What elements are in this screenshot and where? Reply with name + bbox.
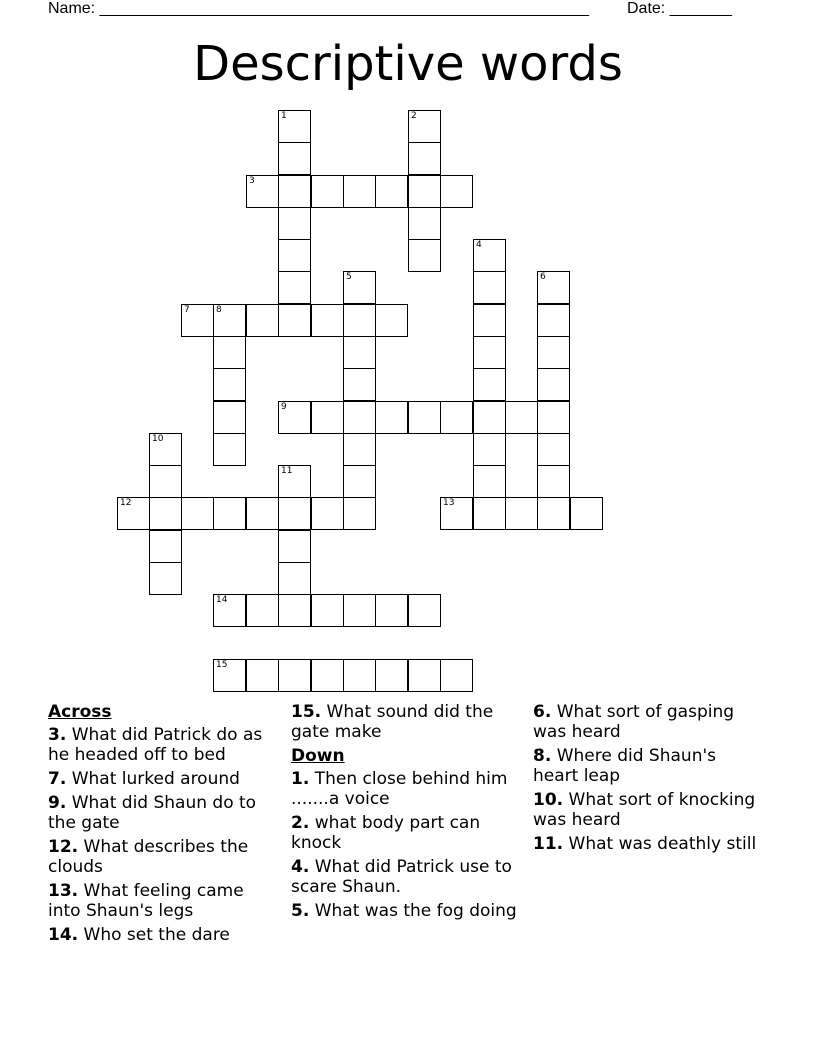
clue-number: 14 [216, 595, 228, 605]
crossword-cell[interactable] [473, 271, 506, 304]
clue-number: 1 [281, 111, 287, 121]
crossword-cell[interactable] [278, 562, 311, 595]
crossword-cell[interactable] [213, 304, 246, 337]
crossword-cell[interactable] [278, 659, 311, 692]
crossword-cell[interactable] [473, 465, 506, 498]
crossword-cell[interactable] [343, 336, 376, 369]
crossword-cell[interactable] [440, 175, 473, 208]
clue-down-10: 10. What sort of knocking was heard [533, 790, 756, 830]
clue-number: 6 [540, 272, 546, 282]
crossword-cell[interactable] [181, 497, 214, 530]
clue-across-14: 14. Who set the dare [48, 925, 230, 945]
crossword-cell[interactable] [537, 401, 570, 434]
clue-across-3: 3. What did Patrick do as he headed off to bed [48, 725, 263, 765]
crossword-cell[interactable] [213, 594, 246, 627]
crossword-cell[interactable] [213, 433, 246, 466]
crossword-cell[interactable] [278, 207, 311, 240]
clue-number: 7 [184, 305, 190, 315]
crossword-cell[interactable] [473, 433, 506, 466]
crossword-cell[interactable] [343, 433, 376, 466]
crossword-cell[interactable] [311, 497, 344, 530]
crossword-cell[interactable] [117, 497, 150, 530]
crossword-cell[interactable] [537, 497, 570, 530]
crossword-cell[interactable] [343, 304, 376, 337]
crossword-cell[interactable] [213, 497, 246, 530]
clue-number: 10 [152, 434, 164, 444]
crossword-cell[interactable] [375, 659, 408, 692]
crossword-cell[interactable] [278, 594, 311, 627]
crossword-cell[interactable] [213, 336, 246, 369]
crossword-cell[interactable] [408, 659, 441, 692]
crossword-cell[interactable] [278, 401, 311, 434]
clue-number: 2 [411, 111, 417, 121]
crossword-cell[interactable] [246, 497, 279, 530]
crossword-cell[interactable] [343, 401, 376, 434]
clue-number: 9 [281, 402, 287, 412]
crossword-cell[interactable] [149, 433, 182, 466]
crossword-cell[interactable] [149, 497, 182, 530]
crossword-cell[interactable] [408, 239, 441, 272]
clue-number: 5 [346, 272, 352, 282]
crossword-cell[interactable] [440, 659, 473, 692]
clue-across-9: 9. What did Shaun do to the gate [48, 793, 257, 833]
clue-across-15: 15. What sound did the gate make [291, 702, 494, 742]
clue-down-5: 5. What was the fog doing [291, 901, 517, 921]
crossword-cell[interactable] [440, 497, 473, 530]
crossword-cell[interactable] [408, 142, 441, 175]
crossword-cell[interactable] [375, 401, 408, 434]
crossword-cell[interactable] [278, 304, 311, 337]
crossword-cell[interactable] [537, 271, 570, 304]
crossword-cell[interactable] [213, 659, 246, 692]
crossword-cell[interactable] [181, 304, 214, 337]
clue-number: 8 [216, 305, 222, 315]
crossword-cell[interactable] [311, 659, 344, 692]
down-heading: Down [291, 746, 345, 766]
crossword-cell[interactable] [473, 401, 506, 434]
crossword-cell[interactable] [278, 497, 311, 530]
crossword-cell[interactable] [473, 239, 506, 272]
crossword-cell[interactable] [375, 175, 408, 208]
clue-across-13: 13. What feeling came into Shaun's legs [48, 881, 244, 921]
crossword-cell[interactable] [343, 271, 376, 304]
crossword-cell[interactable] [246, 659, 279, 692]
crossword-cell[interactable] [311, 594, 344, 627]
crossword-cell[interactable] [408, 594, 441, 627]
crossword-cell[interactable] [537, 433, 570, 466]
crossword-cell[interactable] [343, 659, 376, 692]
crossword-cell[interactable] [440, 401, 473, 434]
crossword-cell[interactable] [149, 465, 182, 498]
clue-across-12: 12. What describes the clouds [48, 837, 249, 877]
crossword-cell[interactable] [246, 304, 279, 337]
crossword-cell[interactable] [343, 497, 376, 530]
crossword-cell[interactable] [149, 530, 182, 563]
crossword-cell[interactable] [278, 271, 311, 304]
crossword-cell[interactable] [343, 175, 376, 208]
crossword-cell[interactable] [343, 465, 376, 498]
clue-number: 3 [249, 176, 255, 186]
clues-column-1 [48, 702, 278, 949]
crossword-cell[interactable] [408, 110, 441, 143]
crossword-cell[interactable] [375, 304, 408, 337]
crossword-cell[interactable] [246, 175, 279, 208]
date-field[interactable]: Date: _______ [627, 0, 732, 17]
clue-number: 4 [476, 240, 482, 250]
clue-down-8: 8. Where did Shaun's heart leap [533, 746, 716, 786]
crossword-cell[interactable] [408, 207, 441, 240]
crossword-cell[interactable] [278, 530, 311, 563]
clue-across-7: 7. What lurked around [48, 769, 240, 789]
crossword-cell[interactable] [311, 175, 344, 208]
crossword-cell[interactable] [278, 465, 311, 498]
clue-number: 15 [216, 660, 228, 670]
crossword-cell[interactable] [537, 465, 570, 498]
clue-number: 12 [120, 498, 132, 508]
page-title: Descriptive words [193, 36, 623, 92]
crossword-cell[interactable] [149, 562, 182, 595]
crossword-cell[interactable] [570, 497, 603, 530]
crossword-cell[interactable] [213, 368, 246, 401]
clue-down-6: 6. What sort of gasping was heard [533, 702, 735, 742]
crossword-cell[interactable] [246, 594, 279, 627]
clues-column-3 [533, 702, 763, 858]
crossword-cell[interactable] [473, 304, 506, 337]
crossword-cell[interactable] [311, 304, 344, 337]
clue-number: 11 [281, 466, 293, 476]
crossword-cell[interactable] [278, 110, 311, 143]
crossword-cell[interactable] [537, 304, 570, 337]
clue-down-1: 1. Then close behind him .......a voice [291, 769, 508, 809]
crossword-cell[interactable] [278, 142, 311, 175]
across-heading: Across [48, 702, 112, 722]
crossword-cell[interactable] [408, 175, 441, 208]
crossword-cell[interactable] [537, 368, 570, 401]
crossword-cell[interactable] [278, 239, 311, 272]
crossword-cell[interactable] [278, 175, 311, 208]
crossword-cell[interactable] [408, 401, 441, 434]
crossword-cell[interactable] [505, 401, 538, 434]
crossword-cell[interactable] [473, 336, 506, 369]
crossword-cell[interactable] [213, 401, 246, 434]
clues-column-2 [291, 702, 521, 925]
crossword-cell[interactable] [505, 497, 538, 530]
crossword-cell[interactable] [537, 336, 570, 369]
crossword-cell[interactable] [311, 401, 344, 434]
crossword-cell[interactable] [375, 594, 408, 627]
crossword-cell[interactable] [343, 368, 376, 401]
clue-number: 13 [443, 498, 455, 508]
name-field[interactable]: Name: _______________________________________________________ [48, 0, 589, 17]
clue-down-4: 4. What did Patrick use to scare Shaun. [291, 857, 512, 897]
crossword-cell[interactable] [473, 497, 506, 530]
clue-down-11: 11. What was deathly still [533, 834, 757, 854]
crossword-cell[interactable] [343, 594, 376, 627]
crossword-cell[interactable] [473, 368, 506, 401]
clue-down-2: 2. what body part can knock [291, 813, 481, 853]
